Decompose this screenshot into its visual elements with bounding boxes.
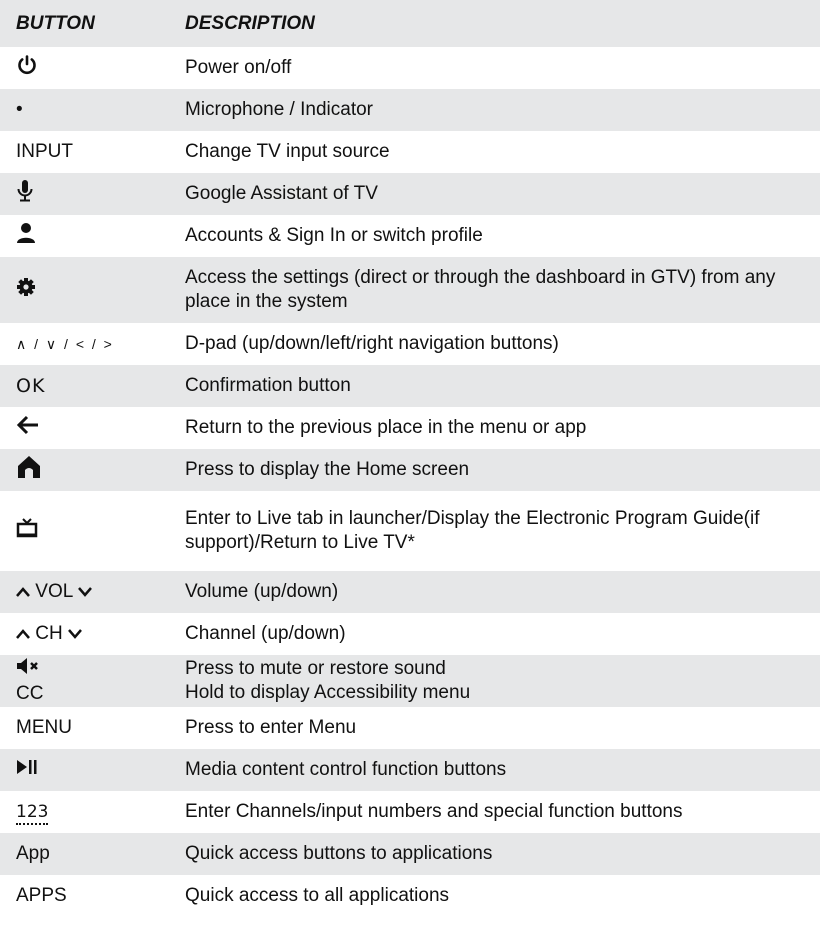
button-cell: INPUT bbox=[16, 141, 73, 162]
table-row bbox=[0, 707, 820, 749]
table-row bbox=[0, 323, 820, 365]
table-row bbox=[0, 491, 820, 571]
description-cell: Accounts & Sign In or switch profile bbox=[185, 225, 483, 246]
chevron-up-icon bbox=[16, 623, 30, 647]
table-row bbox=[0, 215, 820, 257]
table-row bbox=[0, 173, 820, 215]
button-cell bbox=[0, 655, 183, 707]
table-row bbox=[0, 655, 820, 707]
volume-label: VOL bbox=[35, 580, 73, 602]
table-row bbox=[0, 407, 820, 449]
button-cell: MENU bbox=[16, 717, 72, 738]
chevron-up-icon bbox=[16, 581, 30, 605]
table-row bbox=[0, 257, 820, 323]
button-cell bbox=[0, 791, 183, 833]
description-cell: Enter to Live tab in launcher/Display the Electronic Program Guide(if support)/Return to Live TV* bbox=[185, 508, 760, 553]
description-cell: Power on/off bbox=[185, 57, 292, 78]
button-cell bbox=[0, 749, 183, 791]
description-cell: Enter Channels/input numbers and special function buttons bbox=[185, 801, 683, 822]
button-cell bbox=[0, 215, 183, 257]
chevron-down-icon bbox=[78, 581, 92, 605]
back-arrow-icon bbox=[16, 415, 40, 442]
button-cell bbox=[0, 173, 183, 215]
table-row bbox=[0, 47, 820, 89]
button-cell: ∧ / ∨ / < / > bbox=[16, 336, 114, 352]
table-row bbox=[0, 571, 820, 613]
chevron-down-icon bbox=[68, 623, 82, 647]
button-cell bbox=[0, 257, 183, 323]
mute-icon bbox=[16, 657, 183, 682]
play-pause-icon bbox=[16, 758, 38, 782]
person-icon bbox=[16, 222, 36, 251]
button-cell bbox=[0, 449, 183, 491]
description-cell bbox=[183, 655, 820, 707]
numbers-label: 123 bbox=[16, 802, 48, 825]
table-row bbox=[0, 791, 820, 833]
description-cell: Press to enter Menu bbox=[185, 717, 357, 738]
table-row bbox=[0, 449, 820, 491]
cc-description: Hold to display Accessibility menu bbox=[185, 682, 471, 703]
description-cell: Volume (up/down) bbox=[183, 571, 820, 613]
button-cell bbox=[0, 613, 183, 655]
microphone-icon bbox=[16, 179, 34, 210]
table-row bbox=[0, 131, 820, 173]
button-cell bbox=[0, 491, 183, 571]
table-row bbox=[0, 89, 820, 131]
description-cell: D-pad (up/down/left/right navigation buttons) bbox=[185, 333, 559, 354]
table-row bbox=[0, 613, 820, 655]
table-row bbox=[0, 833, 820, 875]
channel-label: CH bbox=[35, 622, 63, 644]
button-cell: • bbox=[0, 89, 183, 131]
cc-label: CC bbox=[16, 682, 44, 704]
description-column-header: DESCRIPTION bbox=[183, 0, 820, 47]
description-cell: Media content control function buttons bbox=[183, 749, 820, 791]
description-cell: Microphone / Indicator bbox=[183, 89, 820, 131]
table-row bbox=[0, 365, 820, 407]
description-cell: Press to display the Home screen bbox=[183, 449, 820, 491]
button-cell: App bbox=[0, 833, 183, 875]
table-row bbox=[0, 875, 820, 917]
description-cell: Confirmation button bbox=[183, 365, 820, 407]
description-cell: Return to the previous place in the menu or app bbox=[185, 417, 587, 438]
button-cell: OK bbox=[0, 365, 183, 407]
gear-icon bbox=[16, 277, 36, 304]
table-row bbox=[0, 749, 820, 791]
live-tv-icon bbox=[16, 518, 38, 545]
table-header-row bbox=[0, 0, 820, 47]
home-icon bbox=[16, 454, 42, 487]
description-cell: Channel (up/down) bbox=[185, 623, 346, 644]
description-cell: Quick access buttons to applications bbox=[183, 833, 820, 875]
description-cell: Access the settings (direct or through the dashboard in GTV) from any place in the system bbox=[183, 257, 820, 323]
button-column-header: BUTTON bbox=[0, 0, 183, 47]
description-cell: Google Assistant of TV bbox=[183, 173, 820, 215]
button-cell bbox=[0, 407, 183, 449]
mute-description: Press to mute or restore sound bbox=[185, 658, 446, 679]
power-icon bbox=[16, 54, 38, 83]
button-cell bbox=[0, 571, 183, 613]
button-cell bbox=[0, 47, 183, 89]
description-cell: Change TV input source bbox=[185, 141, 390, 162]
button-cell: APPS bbox=[16, 885, 67, 906]
description-cell: Quick access to all applications bbox=[185, 885, 450, 906]
